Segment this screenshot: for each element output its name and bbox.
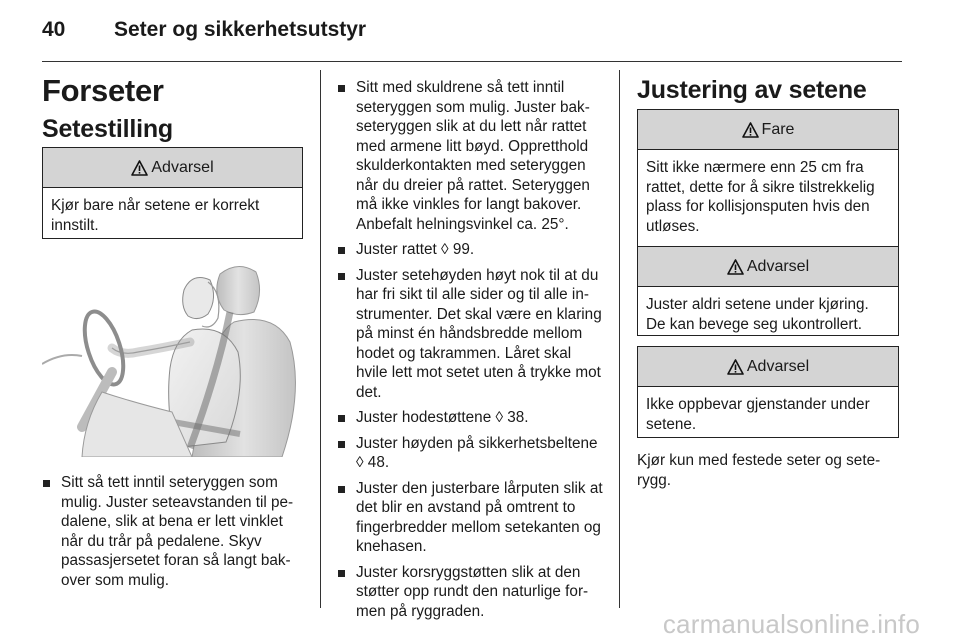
column-divider-1: [320, 70, 321, 608]
list-item: Juster høyden på sikkerhetsbeltene ◊ 48.: [337, 434, 605, 473]
list-item: Juster korsryggstøtten slik at den støtter opp rundt den naturlige formen på ryggraden.: [337, 563, 605, 622]
warning-box-3-header: [638, 347, 898, 387]
warning-text: Juster aldri setene under kjøring. De kan bevege seg ukontrollert.: [646, 296, 869, 333]
warning-box-2-header: [638, 247, 898, 287]
warning-box-3: [637, 346, 899, 438]
warning-title: Advarsel: [151, 158, 214, 176]
warning-text: Ikke oppbevar gjenstander under setene.: [646, 396, 870, 433]
subsection-heading: Setestilling: [42, 115, 173, 143]
chapter-title: Seter og sikkerhetsutstyr: [114, 18, 367, 41]
list-item: Sitt med skuldrene så tett inntil seteryggen som mulig. Juster bakseteryggen slik at du lett når rattet med armene litt bøyd. Oppretthold skulderkontakten med seteryggen når du dreier på rattet. Seteryggen må ikke vinkles for langt bakover. Anbefalt helningsvinkel ca. 25°.: [337, 78, 605, 234]
list-item: Juster rattet ◊ 99.: [337, 240, 605, 260]
list-item: Juster den justerbare lårputen slik at det blir en avstand på omtrent to fingerbredder mellom setekanten og knehasen.: [337, 479, 605, 557]
warning-triangle-icon: [131, 160, 148, 176]
list-item: Sitt så tett inntil seteryggen som mulig. Juster seteavstanden til pedalene, slik at bena er lett vinklet når du trår på pedalene. Skyv passasjersetet foran så langt bakover som mulig.: [42, 473, 304, 590]
warning-triangle-icon: [727, 259, 744, 275]
header-rule: [42, 61, 902, 62]
seat-position-illustration: [42, 252, 304, 457]
list-item: Juster hodestøttene ◊ 38.: [337, 408, 605, 428]
list-item: Juster setehøyden høyt nok til at du har fri sikt til alle sider og til alle instrumenter. Det skal være en klaring på minst én håndsbredde mellom hodet og takrammen. Låret skal hvile lett mot setet uten å trykke mot det.: [337, 266, 605, 403]
danger-box-header: [638, 110, 898, 150]
warning-box-header: [43, 148, 302, 188]
section-heading-adjust: Justering av setene: [637, 76, 867, 104]
column-divider-2: [619, 70, 620, 608]
warning-box-2: [637, 246, 899, 336]
warning-triangle-icon: [742, 122, 759, 138]
col1-bullet-list: [42, 473, 304, 596]
warning-text: Kjør bare når setene er korrekt innstilt.: [51, 197, 260, 234]
warning-title: Advarsel: [746, 357, 810, 375]
section-heading: Forseter: [42, 73, 164, 108]
warning-box: [42, 147, 303, 239]
watermark: carmanualsonline.info: [662, 609, 920, 639]
danger-title: Fare: [761, 120, 795, 138]
danger-box: [637, 109, 899, 261]
warning-triangle-icon: [727, 359, 744, 375]
page-number: 40: [42, 18, 66, 41]
body-paragraph: Kjør kun med festede seter og seterygg.: [637, 452, 881, 489]
warning-title: Advarsel: [746, 257, 810, 275]
danger-text: Sitt ikke nærmere enn 25 cm fra rattet, dette for å sikre tilstrekkelig plass for kollisjonsputen hvis den utløses.: [646, 159, 875, 235]
col2-bullet-list: [337, 78, 605, 627]
